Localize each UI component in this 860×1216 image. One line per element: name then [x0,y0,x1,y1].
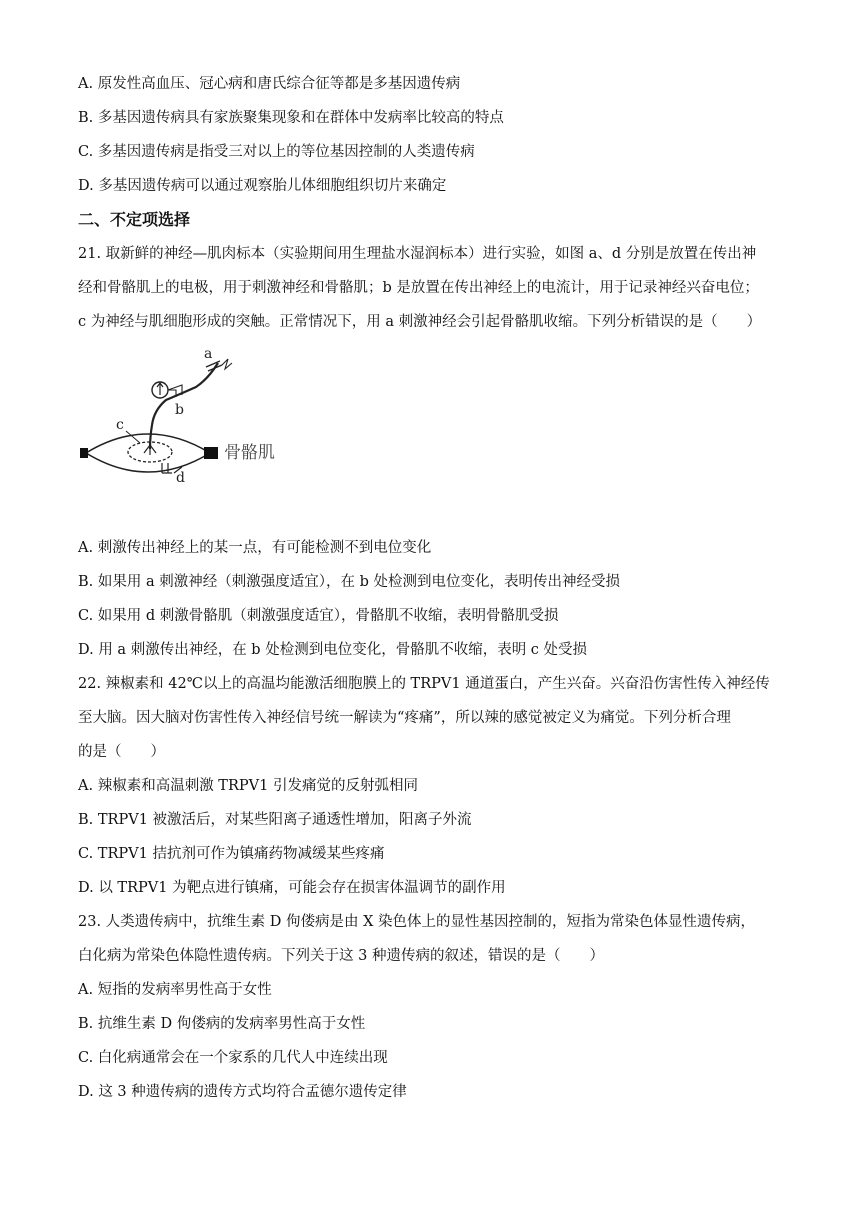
muscle-right-tendon [204,447,218,459]
label-c: c [116,417,124,433]
section-title: 二、不定项选择 [78,210,191,229]
q23-option-d: D. 这 3 种遗传病的遗传方式均符合孟德尔遗传定律 [78,1084,407,1100]
q20-option-a: A. 原发性高血压、冠心病和唐氏综合征等都是多基因遗传病 [78,76,461,92]
q22-stem-line-3: 的是（ ） [78,744,165,760]
q20-option-d: D. 多基因遗传病可以通过观察胎儿体细胞组织切片来确定 [78,178,447,194]
q22-option-d: D. 以 TRPV1 为靶点进行镇痛，可能会存在损害体温调节的副作用 [78,880,506,896]
q21-option-c: C. 如果用 d 刺激骨骼肌（刺激强度适宜），骨骼肌不收缩，表明骨骼肌受损 [78,608,559,624]
nerve-muscle-diagram [78,345,308,495]
q23-option-c: C. 白化病通常会在一个家系的几代人中连续出现 [78,1050,388,1066]
q21-stem-line-1: 21. 取新鲜的神经—肌肉标本（实验期间用生理盐水湿润标本）进行实验，如图 a、d 分别是放置在传出神 [78,246,757,262]
label-b: b [175,402,184,418]
q22-option-c: C. TRPV1 拮抗剂可作为镇痛药物减缓某些疼痛 [78,846,385,862]
label-d: d [176,470,185,486]
q21-option-d: D. 用 a 刺激传出神经，在 b 处检测到电位变化，骨骼肌不收缩，表明 c 处受损 [78,642,588,658]
q21-option-b: B. 如果用 a 刺激神经（刺激强度适宜），在 b 处检测到电位变化，表明传出神经受损 [78,574,620,590]
q23-stem-line-1: 23. 人类遗传病中，抗维生素 D 佝偻病是由 X 染色体上的显性基因控制的，短指为常染色体显性遗传病， [78,914,756,930]
muscle-left-tendon [80,448,88,458]
label-skeletal-muscle: 骨骼肌 [224,443,275,463]
q21-stem-line-2: 经和骨骼肌上的电极，用于刺激神经和骨骼肌；b 是放置在传出神经上的电流计，用于记录神经兴奋电位； [78,280,759,296]
q22-option-a: A. 辣椒素和高温刺激 TRPV1 引发痛觉的反射弧相同 [78,778,418,794]
q22-stem-line-1: 22. 辣椒素和 42℃以上的高温均能激活细胞膜上的 TRPV1 通道蛋白，产生兴奋。兴奋沿伤害性传入神经传 [78,676,770,692]
q22-option-b: B. TRPV1 被激活后，对某些阳离子通透性增加，阳离子外流 [78,812,472,828]
q22-stem-line-2: 至大脑。因大脑对伤害性传入神经信号统一解读为“疼痛”，所以辣的感觉被定义为痛觉。下列分析合理 [78,710,731,726]
q21-stem-line-3: c 为神经与肌细胞形成的突触。正常情况下，用 a 刺激神经会引起骨骼肌收缩。下列分析错误的是（ ） [78,314,762,330]
efferent-nerve [150,363,218,449]
label-a: a [204,346,213,362]
q23-option-b: B. 抗维生素 D 佝偻病的发病率男性高于女性 [78,1016,366,1032]
q20-option-c: C. 多基因遗传病是指受三对以上的等位基因控制的人类遗传病 [78,144,475,160]
q20-option-b: B. 多基因遗传病具有家族聚集现象和在群体中发病率比较高的特点 [78,110,504,126]
q23-stem-line-2: 白化病为常染色体隐性遗传病。下列关于这 3 种遗传病的叙述，错误的是（ ） [78,948,604,964]
q21-option-a: A. 刺激传出神经上的某一点，有可能检测不到电位变化 [78,540,432,556]
skeletal-muscle-shape [86,434,210,472]
q23-option-a: A. 短指的发病率男性高于女性 [78,982,272,998]
